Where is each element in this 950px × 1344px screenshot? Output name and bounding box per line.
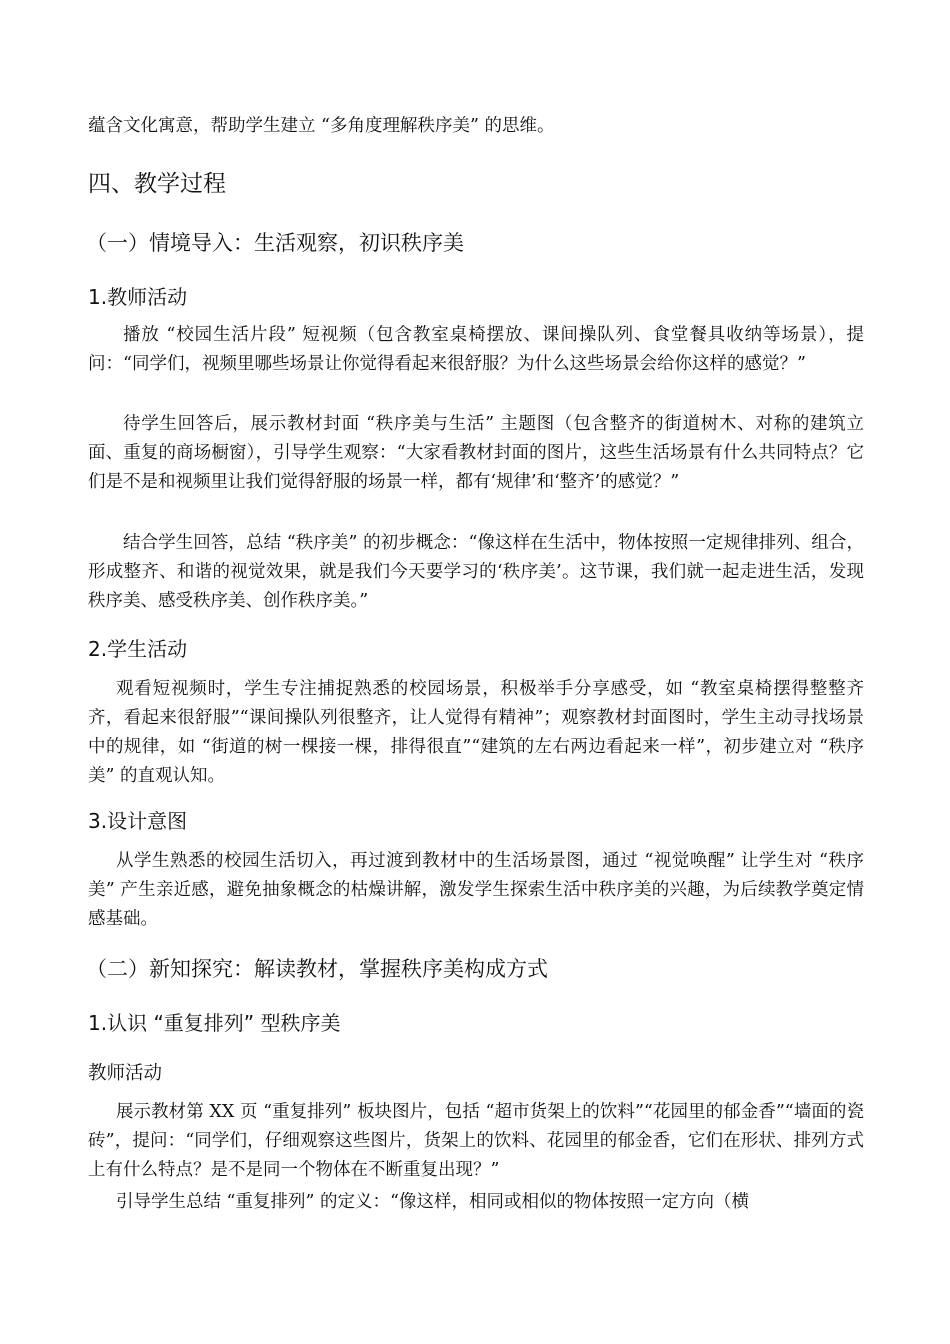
teacher-activity-paragraph-2: 待学生回答后，展示教材封面 “秩序美与生活” 主题图（包含整齐的街道树木、对称的建筑立面、重复的商场橱窗），引导学生观察：“大家看教材封面的图片，这些生活场景有什么共同特点？它们是不是和视频里让我们觉得舒服的场景一样，都有‘规律’和‘整齐’的感觉？” [88, 414, 864, 492]
design-intent-heading: 3.设计意图 [88, 809, 188, 833]
teacher-activity-heading-1: 1.教师活动 [88, 285, 188, 309]
teacher-activity-paragraph-3: 结合学生回答，总结 “秩序美” 的初步概念：“像这样在生活中，物体按照一定规律排列、组合，形成整齐、和谐的视觉效果，就是我们今天要学习的‘秩序美’。这节课，我们就一起走进生活，发现秩序美、感受秩序美、创作秩序美。” [88, 533, 864, 611]
student-activity-paragraph: 观看短视频时，学生专注捕捉熟悉的校园场景，积极举手分享感受，如 “教室桌椅摆得整整齐齐，看起来很舒服”“课间操队列很整齐，让人觉得有精神”；观察教材封面图时，学生主动寻找场景中的规律，如 “街道的树一棵接一棵，排得很直”“建筑的左右两边看起来一样”，初步建立对 “秩序美” 的直观认知。 [88, 679, 864, 786]
student-activity-heading: 2.学生活动 [88, 637, 188, 661]
teacher-activity-paragraph-1: 播放 “校园生活片段” 短视频（包含教室桌椅摆放、课间操队列、食堂餐具收纳等场景），提问：“同学们，视频里哪些场景让你觉得看起来很舒服？为什么这些场景会给你这样的感觉？” [88, 325, 864, 374]
teacher-activity-paragraph-4: 展示教材第 XX 页 “重复排列” 板块图片，包括 “超市货架上的饮料”“花园里的郁金香”“墙面的瓷砖”，提问：“同学们，仔细观察这些图片，货架上的饮料、花园里的郁金香，它们在形状、排列方式上有什么特点？是不是同一个物体在不断重复出现？” [88, 1102, 864, 1180]
repeat-arrangement-heading: 1.认识 “重复排列” 型秩序美 [88, 1011, 341, 1035]
part-heading-2: （二）新知探究：解读教材，掌握秩序美构成方式 [86, 957, 548, 981]
teacher-activity-paragraph-5: 引导学生总结 “重复排列” 的定义：“像这样，相同或相似的物体按照一定方向（横 [116, 1192, 749, 1212]
part-heading-1: （一）情境导入：生活观察，初识秩序美 [86, 231, 464, 255]
section-heading: 四、教学过程 [88, 171, 226, 197]
intro-tail-paragraph: 蕴含文化寓意，帮助学生建立 “多角度理解秩序美” 的思维。 [88, 116, 555, 136]
design-intent-paragraph: 从学生熟悉的校园生活切入，再过渡到教材中的生活场景图，通过 “视觉唤醒” 让学生对 “秩序美” 产生亲近感，避免抽象概念的枯燥讲解，激发学生探索生活中秩序美的兴趣，为后续教学奠定情感基础。 [88, 851, 864, 929]
teacher-activity-heading-2: 教师活动 [88, 1063, 163, 1084]
